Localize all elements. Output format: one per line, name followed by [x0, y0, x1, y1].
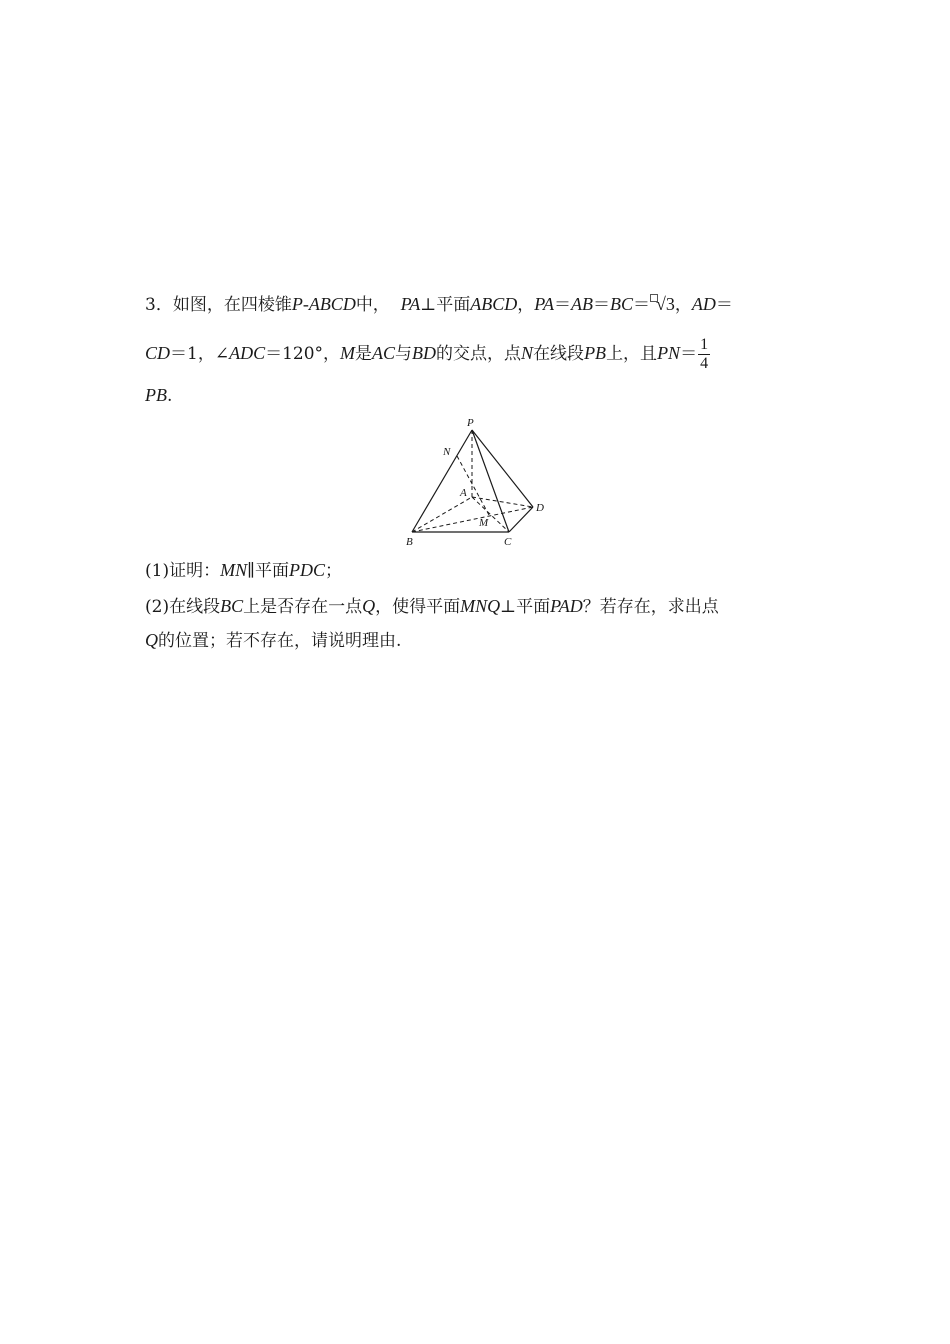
var-bd: BD	[412, 343, 437, 363]
text: ；	[324, 561, 342, 581]
fraction-denominator: 4	[700, 355, 709, 372]
question-1	[145, 553, 807, 588]
var-pb: PB	[145, 385, 167, 405]
text: 3．如图，在四棱锥	[145, 295, 292, 315]
var-q: Q	[145, 630, 158, 650]
pyramid-figure	[400, 414, 550, 548]
edge-pc	[472, 430, 509, 532]
text: .	[167, 386, 173, 406]
text: 的交点，点	[436, 344, 522, 364]
label-n: N	[443, 446, 451, 458]
text: ⊥平面	[420, 295, 471, 315]
var-ab: AB	[570, 294, 593, 314]
edge-ad	[472, 497, 533, 507]
var-ac: AC	[372, 343, 396, 363]
var-cd: CD	[145, 343, 171, 363]
var-bc: BC	[609, 294, 633, 314]
var-pa: PA	[400, 294, 421, 314]
edge-ba	[412, 497, 472, 532]
var-adc: ADC	[229, 343, 266, 363]
edge-pb	[412, 430, 472, 532]
pyramid-diagram	[400, 414, 550, 548]
var-pdc: PDC	[288, 560, 325, 580]
question-2-continued	[145, 623, 807, 658]
var-bc: BC	[220, 596, 244, 616]
text: ＝120°，	[265, 344, 341, 364]
sqrt-sign: √	[655, 294, 666, 314]
text: ⊥平面	[500, 597, 551, 617]
text: ∥平面	[247, 561, 289, 581]
diagonal-bd	[412, 507, 533, 532]
var-pb: PB	[584, 343, 607, 363]
text: 是	[355, 344, 373, 364]
question-2	[145, 589, 807, 624]
label-p: P	[467, 417, 474, 429]
var-m: M	[340, 343, 356, 363]
text: 在线段	[533, 344, 585, 364]
edge-pd	[472, 430, 533, 507]
number: 3	[665, 294, 675, 314]
text: ，使得平面	[375, 597, 461, 617]
text: (1)证明：	[145, 561, 221, 581]
text: ＝	[592, 295, 610, 315]
problem-line-1	[145, 286, 807, 322]
text: ＝1，∠	[170, 344, 230, 364]
var-q: Q	[362, 596, 376, 616]
text: (2)在线段	[145, 597, 221, 617]
problem-statement	[145, 286, 807, 413]
label-b: B	[406, 536, 413, 548]
label-m: M	[479, 517, 489, 529]
label-c: C	[504, 536, 512, 548]
text: ，	[517, 295, 535, 315]
problem-line-3	[145, 377, 807, 413]
problem-line-2	[145, 331, 807, 375]
var-n: N	[521, 343, 534, 363]
text: 中，	[355, 295, 390, 315]
text: 上是否存在一点	[243, 597, 363, 617]
fraction-numerator: 1	[700, 336, 709, 353]
text: ＝	[632, 295, 650, 315]
edge-cd	[509, 507, 533, 532]
label-d: D	[536, 502, 544, 514]
text: 与	[395, 344, 413, 364]
var-mn: MN	[220, 560, 248, 580]
text: ？若存在，求出点	[582, 597, 719, 617]
var-pa: PA	[534, 294, 554, 314]
var-mnq: MNQ	[460, 596, 501, 616]
fraction	[698, 336, 710, 373]
text: ＝	[715, 295, 733, 315]
text: 的位置；若不存在，请说明理由.	[158, 631, 402, 651]
text: ，	[674, 295, 692, 315]
pyramid-name: P-ABCD	[291, 294, 356, 314]
text: ＝	[680, 344, 698, 364]
var-pn: PN	[657, 343, 681, 363]
var-ad: AD	[691, 294, 716, 314]
text: ＝	[553, 295, 571, 315]
var-abcd: ABCD	[470, 294, 518, 314]
var-pad: PAD	[550, 596, 583, 616]
text: 上，且	[606, 344, 658, 364]
label-a: A	[460, 487, 467, 499]
